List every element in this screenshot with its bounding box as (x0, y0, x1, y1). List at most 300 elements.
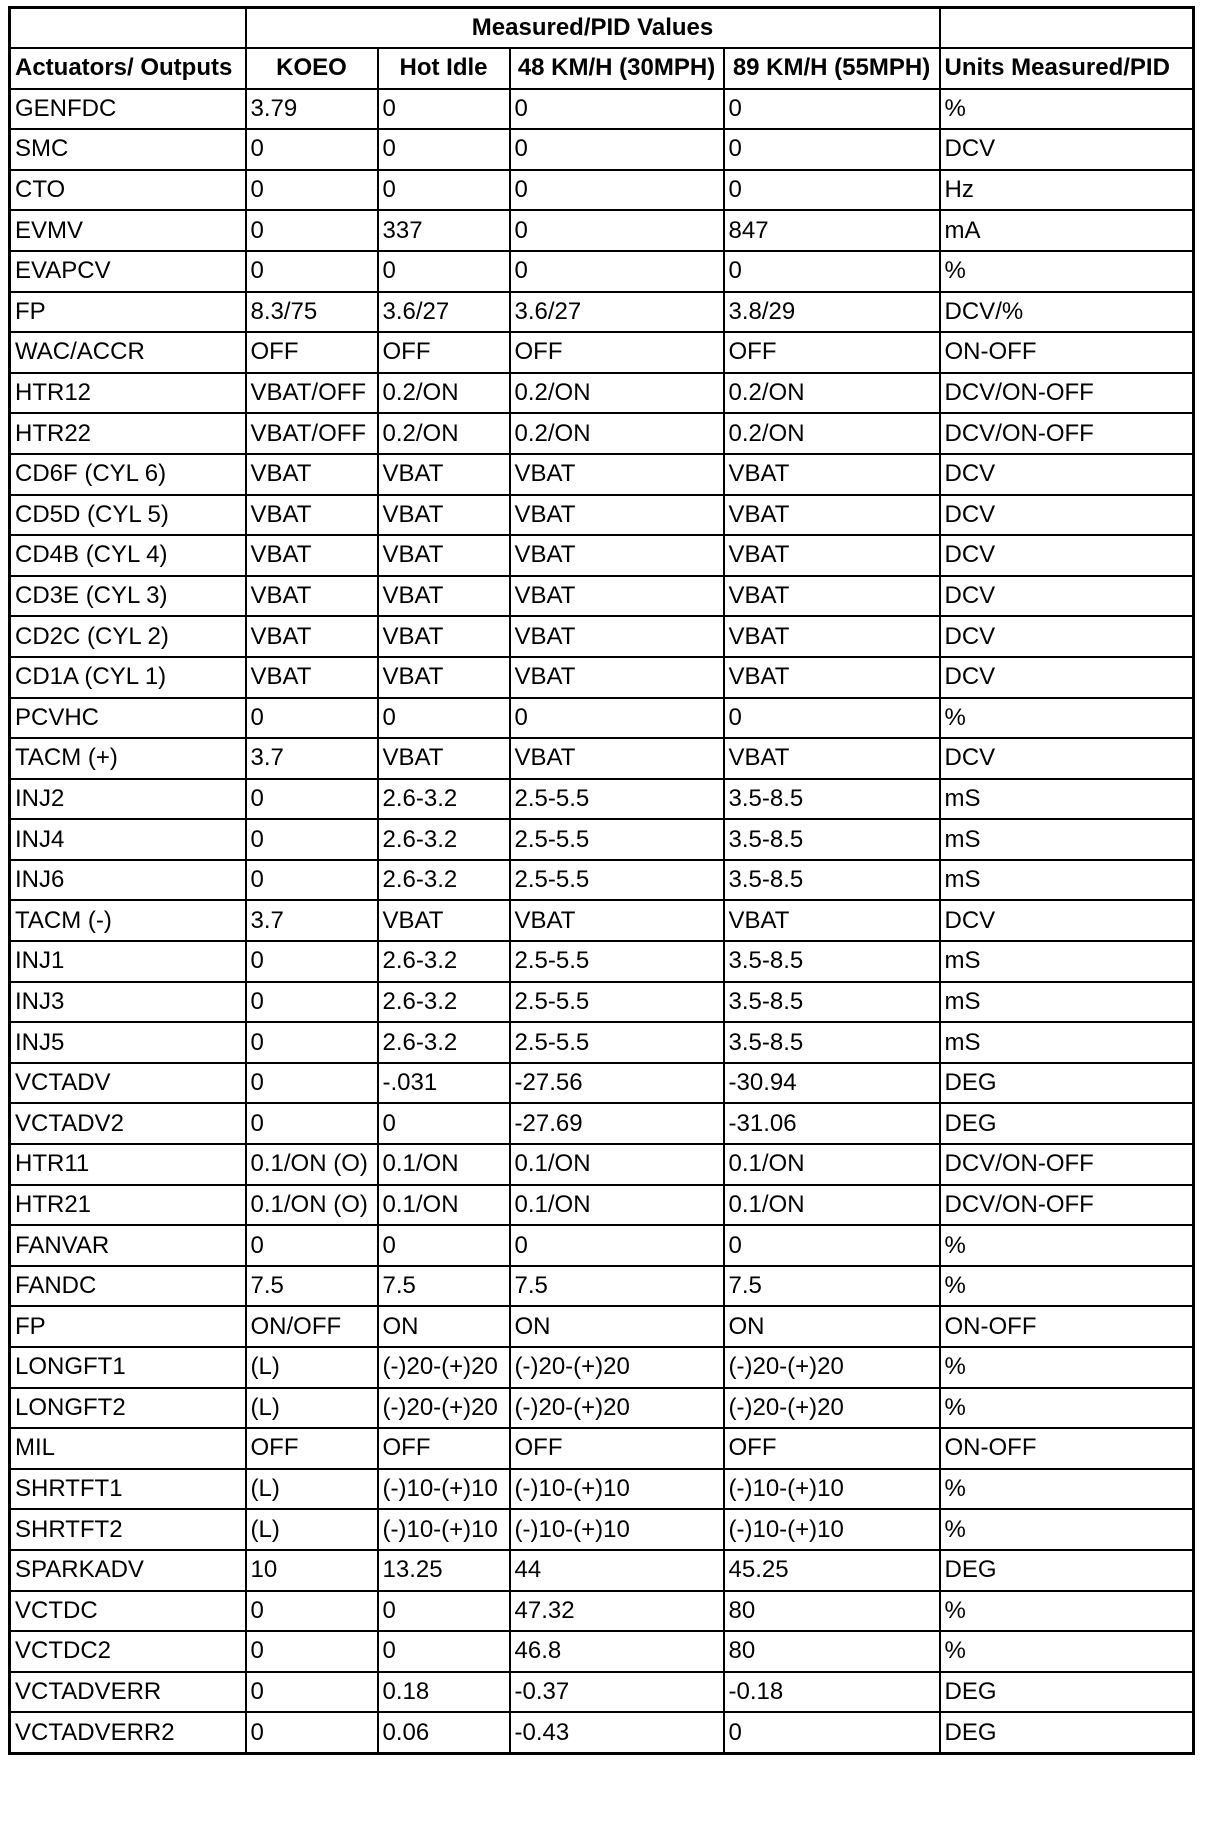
table-row (10, 982, 1194, 1023)
value-cell: 2.5-5.5 (510, 982, 724, 1023)
value-cell: 0 (378, 698, 510, 739)
pid-name-cell: EVMV (10, 210, 246, 251)
value-cell: 0.2/ON (378, 373, 510, 414)
value-cell: 0 (724, 1712, 940, 1753)
value-cell: 0 (510, 698, 724, 739)
table-row (10, 616, 1194, 657)
value-cell: 0 (378, 1103, 510, 1144)
value-cell: -0.37 (510, 1672, 724, 1713)
table-row (10, 292, 1194, 333)
pid-name-cell: VCTADV2 (10, 1103, 246, 1144)
value-cell: 80 (724, 1631, 940, 1672)
table-row (10, 1712, 1194, 1753)
value-cell: 0 (246, 1631, 378, 1672)
measured-pid-values-header: Measured/PID Values (246, 8, 940, 49)
value-cell: VBAT (378, 616, 510, 657)
unit-cell: % (940, 1347, 1194, 1388)
value-cell: 3.8/29 (724, 292, 940, 333)
table-row (10, 779, 1194, 820)
column-header: 89 KM/H (55MPH) (724, 48, 940, 89)
value-cell: VBAT (510, 738, 724, 779)
pid-values-table (8, 6, 1195, 1755)
value-cell: OFF (724, 332, 940, 373)
value-cell: (L) (246, 1469, 378, 1510)
unit-cell: DCV (940, 495, 1194, 536)
value-cell: 0 (246, 1063, 378, 1104)
value-cell: 45.25 (724, 1550, 940, 1591)
table-row (10, 495, 1194, 536)
pid-name-cell: INJ1 (10, 941, 246, 982)
value-cell: 80 (724, 1591, 940, 1632)
value-cell: OFF (510, 332, 724, 373)
value-cell: ON/OFF (246, 1306, 378, 1347)
pid-name-cell: TACM (-) (10, 900, 246, 941)
table-row (10, 129, 1194, 170)
column-header-row (10, 48, 1194, 89)
table-row (10, 1347, 1194, 1388)
value-cell: 3.5-8.5 (724, 1022, 940, 1063)
value-cell: VBAT/OFF (246, 373, 378, 414)
value-cell: 0 (378, 129, 510, 170)
table-row (10, 1631, 1194, 1672)
value-cell: 2.5-5.5 (510, 819, 724, 860)
value-cell: 2.6-3.2 (378, 779, 510, 820)
value-cell: 0 (246, 1022, 378, 1063)
value-cell: (-)20-(+)20 (724, 1388, 940, 1429)
value-cell: (L) (246, 1347, 378, 1388)
table-row (10, 1672, 1194, 1713)
value-cell: 0 (510, 129, 724, 170)
value-cell: VBAT (246, 454, 378, 495)
value-cell: 3.6/27 (378, 292, 510, 333)
unit-cell: % (940, 1469, 1194, 1510)
column-header: Actuators/ Outputs (10, 48, 246, 89)
value-cell: OFF (724, 1428, 940, 1469)
value-cell: 0.2/ON (724, 373, 940, 414)
column-header: Hot Idle (378, 48, 510, 89)
table-row (10, 1185, 1194, 1226)
value-cell: VBAT (246, 535, 378, 576)
value-cell: VBAT (378, 900, 510, 941)
table-row (10, 698, 1194, 739)
table-row (10, 738, 1194, 779)
pid-name-cell: FANVAR (10, 1225, 246, 1266)
table-row (10, 1469, 1194, 1510)
table-row (10, 576, 1194, 617)
value-cell: OFF (378, 1428, 510, 1469)
value-cell: 7.5 (378, 1266, 510, 1307)
table-row (10, 819, 1194, 860)
pid-name-cell: SPARKADV (10, 1550, 246, 1591)
value-cell: 2.6-3.2 (378, 941, 510, 982)
value-cell: (-)10-(+)10 (724, 1509, 940, 1550)
value-cell: 0 (724, 89, 940, 130)
value-cell: VBAT (378, 454, 510, 495)
unit-cell: % (940, 1266, 1194, 1307)
pid-name-cell: CD3E (CYL 3) (10, 576, 246, 617)
pid-name-cell: PCVHC (10, 698, 246, 739)
unit-cell: ON-OFF (940, 332, 1194, 373)
value-cell: (-)10-(+)10 (378, 1509, 510, 1550)
value-cell: ON (724, 1306, 940, 1347)
value-cell: 2.5-5.5 (510, 779, 724, 820)
value-cell: -0.18 (724, 1672, 940, 1713)
value-cell: 0.2/ON (510, 413, 724, 454)
value-cell: 0 (246, 779, 378, 820)
table-row (10, 1428, 1194, 1469)
value-cell: 0 (378, 1631, 510, 1672)
table-row (10, 1103, 1194, 1144)
table-row (10, 89, 1194, 130)
value-cell: 3.7 (246, 738, 378, 779)
unit-cell: ON-OFF (940, 1428, 1194, 1469)
value-cell: 3.6/27 (510, 292, 724, 333)
value-cell: 3.5-8.5 (724, 819, 940, 860)
value-cell: 0 (246, 698, 378, 739)
value-cell: OFF (378, 332, 510, 373)
value-cell: (-)20-(+)20 (378, 1388, 510, 1429)
value-cell: 0 (246, 129, 378, 170)
value-cell: 3.5-8.5 (724, 941, 940, 982)
column-header: Units Measured/PID (940, 48, 1194, 89)
unit-cell: DEG (940, 1063, 1194, 1104)
value-cell: 0 (378, 1591, 510, 1632)
unit-cell: Hz (940, 170, 1194, 211)
value-cell: 0 (510, 1225, 724, 1266)
value-cell: 0 (510, 251, 724, 292)
value-cell: 847 (724, 210, 940, 251)
value-cell: 3.7 (246, 900, 378, 941)
value-cell: VBAT (510, 657, 724, 698)
value-cell: 0.1/ON (724, 1185, 940, 1226)
pid-name-cell: SHRTFT2 (10, 1509, 246, 1550)
value-cell: 0 (246, 982, 378, 1023)
pid-name-cell: LONGFT2 (10, 1388, 246, 1429)
value-cell: 2.6-3.2 (378, 1022, 510, 1063)
value-cell: 0.1/ON (378, 1144, 510, 1185)
unit-cell: DEG (940, 1672, 1194, 1713)
value-cell: 0 (510, 89, 724, 130)
unit-cell: % (940, 89, 1194, 130)
unit-cell: DCV/ON-OFF (940, 373, 1194, 414)
table-row (10, 1063, 1194, 1104)
pid-name-cell: CD2C (CYL 2) (10, 616, 246, 657)
value-cell: 0.1/ON (O) (246, 1144, 378, 1185)
value-cell: VBAT (510, 900, 724, 941)
unit-cell: DCV (940, 900, 1194, 941)
value-cell: VBAT (378, 576, 510, 617)
value-cell: 0 (246, 819, 378, 860)
unit-cell: DCV (940, 454, 1194, 495)
value-cell: 0.1/ON (O) (246, 1185, 378, 1226)
table-row (10, 1509, 1194, 1550)
table-row (10, 1266, 1194, 1307)
unit-cell: mS (940, 941, 1194, 982)
pid-name-cell: INJ5 (10, 1022, 246, 1063)
value-cell: OFF (246, 1428, 378, 1469)
value-cell: VBAT (724, 576, 940, 617)
unit-cell: DCV (940, 738, 1194, 779)
value-cell: 0 (724, 129, 940, 170)
pid-name-cell: INJ2 (10, 779, 246, 820)
pid-name-cell: VCTDC2 (10, 1631, 246, 1672)
unit-cell: DCV (940, 616, 1194, 657)
value-cell: 2.5-5.5 (510, 941, 724, 982)
unit-cell: mS (940, 1022, 1194, 1063)
value-cell: VBAT (246, 576, 378, 617)
table-row (10, 1388, 1194, 1429)
value-cell: 0.2/ON (510, 373, 724, 414)
value-cell: 0 (724, 1225, 940, 1266)
table-row (10, 373, 1194, 414)
value-cell: VBAT (378, 495, 510, 536)
value-cell: 0 (724, 170, 940, 211)
value-cell: 7.5 (510, 1266, 724, 1307)
pid-name-cell: GENFDC (10, 89, 246, 130)
value-cell: VBAT (724, 616, 940, 657)
value-cell: 0.1/ON (510, 1185, 724, 1226)
value-cell: 46.8 (510, 1631, 724, 1672)
unit-cell: % (940, 1509, 1194, 1550)
unit-cell: mS (940, 819, 1194, 860)
pid-name-cell: CD4B (CYL 4) (10, 535, 246, 576)
value-cell: (-)10-(+)10 (378, 1469, 510, 1510)
value-cell: 0 (246, 1103, 378, 1144)
value-cell: 0 (246, 1591, 378, 1632)
pid-name-cell: CTO (10, 170, 246, 211)
table-row (10, 1591, 1194, 1632)
value-cell: VBAT (378, 657, 510, 698)
header-group-row (10, 8, 1194, 49)
value-cell: 3.5-8.5 (724, 982, 940, 1023)
value-cell: 0 (378, 170, 510, 211)
value-cell: 0 (246, 210, 378, 251)
column-header: 48 KM/H (30MPH) (510, 48, 724, 89)
value-cell: 7.5 (724, 1266, 940, 1307)
unit-cell: DEG (940, 1550, 1194, 1591)
table-row (10, 454, 1194, 495)
unit-cell: DCV/% (940, 292, 1194, 333)
value-cell: VBAT (378, 535, 510, 576)
pid-name-cell: FP (10, 292, 246, 333)
value-cell: VBAT (378, 738, 510, 779)
pid-name-cell: MIL (10, 1428, 246, 1469)
pid-values-sheet (8, 6, 1192, 1755)
unit-cell: ON-OFF (940, 1306, 1194, 1347)
pid-name-cell: HTR12 (10, 373, 246, 414)
value-cell: 0 (378, 1225, 510, 1266)
unit-cell: mS (940, 982, 1194, 1023)
pid-name-cell: HTR22 (10, 413, 246, 454)
unit-cell: mS (940, 860, 1194, 901)
table-row (10, 535, 1194, 576)
value-cell: (-)10-(+)10 (724, 1469, 940, 1510)
pid-name-cell: INJ4 (10, 819, 246, 860)
value-cell: 2.5-5.5 (510, 860, 724, 901)
value-cell: 0 (246, 860, 378, 901)
value-cell: 0.2/ON (724, 413, 940, 454)
value-cell: -30.94 (724, 1063, 940, 1104)
table-row (10, 210, 1194, 251)
pid-name-cell: VCTDC (10, 1591, 246, 1632)
value-cell: 0 (246, 1225, 378, 1266)
value-cell: 0 (246, 941, 378, 982)
value-cell: 337 (378, 210, 510, 251)
table-row (10, 170, 1194, 211)
unit-cell: % (940, 1225, 1194, 1266)
value-cell: 0 (246, 1672, 378, 1713)
value-cell: 0.1/ON (510, 1144, 724, 1185)
value-cell: 3.5-8.5 (724, 779, 940, 820)
table-row (10, 1225, 1194, 1266)
value-cell: 2.6-3.2 (378, 819, 510, 860)
table-row (10, 860, 1194, 901)
pid-name-cell: SHRTFT1 (10, 1469, 246, 1510)
value-cell: (-)20-(+)20 (510, 1388, 724, 1429)
value-cell: OFF (510, 1428, 724, 1469)
value-cell: 0 (510, 210, 724, 251)
value-cell: 2.5-5.5 (510, 1022, 724, 1063)
value-cell: 13.25 (378, 1550, 510, 1591)
value-cell: VBAT (510, 576, 724, 617)
value-cell: VBAT (510, 616, 724, 657)
unit-cell: mA (940, 210, 1194, 251)
unit-cell: DCV (940, 535, 1194, 576)
column-header: KOEO (246, 48, 378, 89)
value-cell: (-)10-(+)10 (510, 1469, 724, 1510)
value-cell: (-)20-(+)20 (378, 1347, 510, 1388)
table-row (10, 251, 1194, 292)
unit-cell: mS (940, 779, 1194, 820)
pid-name-cell: HTR11 (10, 1144, 246, 1185)
value-cell: 0 (246, 251, 378, 292)
pid-name-cell: FP (10, 1306, 246, 1347)
value-cell: 0 (724, 698, 940, 739)
value-cell: -31.06 (724, 1103, 940, 1144)
table-row (10, 1306, 1194, 1347)
value-cell: 2.6-3.2 (378, 982, 510, 1023)
value-cell: 0 (246, 1712, 378, 1753)
value-cell: (L) (246, 1388, 378, 1429)
unit-cell: DCV (940, 129, 1194, 170)
value-cell: VBAT (246, 657, 378, 698)
table-row (10, 332, 1194, 373)
value-cell: (-)20-(+)20 (724, 1347, 940, 1388)
value-cell: VBAT (510, 535, 724, 576)
value-cell: VBAT (724, 495, 940, 536)
value-cell: 0.06 (378, 1712, 510, 1753)
unit-cell: DCV/ON-OFF (940, 413, 1194, 454)
value-cell: 0 (724, 251, 940, 292)
value-cell: 0.18 (378, 1672, 510, 1713)
value-cell: VBAT (246, 495, 378, 536)
value-cell: 0.1/ON (724, 1144, 940, 1185)
value-cell: 0 (378, 89, 510, 130)
pid-name-cell: FANDC (10, 1266, 246, 1307)
value-cell: VBAT (510, 454, 724, 495)
pid-name-cell: CD1A (CYL 1) (10, 657, 246, 698)
value-cell: 0 (378, 251, 510, 292)
value-cell: 0 (510, 170, 724, 211)
table-row (10, 941, 1194, 982)
header-blank-right (940, 8, 1194, 49)
value-cell: VBAT/OFF (246, 413, 378, 454)
table-body (10, 89, 1194, 1754)
value-cell: -0.43 (510, 1712, 724, 1753)
unit-cell: DCV/ON-OFF (940, 1185, 1194, 1226)
value-cell: -27.69 (510, 1103, 724, 1144)
pid-name-cell: EVAPCV (10, 251, 246, 292)
unit-cell: DCV (940, 657, 1194, 698)
table-header (10, 8, 1194, 89)
value-cell: 0.1/ON (378, 1185, 510, 1226)
pid-name-cell: VCTADV (10, 1063, 246, 1104)
table-row (10, 1550, 1194, 1591)
pid-name-cell: CD5D (CYL 5) (10, 495, 246, 536)
pid-name-cell: TACM (+) (10, 738, 246, 779)
table-row (10, 900, 1194, 941)
value-cell: 8.3/75 (246, 292, 378, 333)
value-cell: (L) (246, 1509, 378, 1550)
value-cell: 3.5-8.5 (724, 860, 940, 901)
value-cell: VBAT (246, 616, 378, 657)
table-row (10, 413, 1194, 454)
table-row (10, 1022, 1194, 1063)
value-cell: 10 (246, 1550, 378, 1591)
pid-name-cell: INJ6 (10, 860, 246, 901)
pid-name-cell: VCTADVERR2 (10, 1712, 246, 1753)
pid-name-cell: VCTADVERR (10, 1672, 246, 1713)
unit-cell: DEG (940, 1712, 1194, 1753)
value-cell: (-)10-(+)10 (510, 1509, 724, 1550)
table-row (10, 1144, 1194, 1185)
pid-name-cell: SMC (10, 129, 246, 170)
value-cell: 3.79 (246, 89, 378, 130)
unit-cell: DEG (940, 1103, 1194, 1144)
value-cell: VBAT (724, 738, 940, 779)
pid-name-cell: LONGFT1 (10, 1347, 246, 1388)
value-cell: VBAT (724, 657, 940, 698)
value-cell: OFF (246, 332, 378, 373)
value-cell: -27.56 (510, 1063, 724, 1104)
table-row (10, 657, 1194, 698)
unit-cell: % (940, 1631, 1194, 1672)
value-cell: 0 (246, 170, 378, 211)
unit-cell: % (940, 1591, 1194, 1632)
unit-cell: % (940, 251, 1194, 292)
pid-name-cell: WAC/ACCR (10, 332, 246, 373)
value-cell: 0.2/ON (378, 413, 510, 454)
value-cell: VBAT (510, 495, 724, 536)
value-cell: 44 (510, 1550, 724, 1591)
value-cell: ON (378, 1306, 510, 1347)
value-cell: VBAT (724, 900, 940, 941)
value-cell: 47.32 (510, 1591, 724, 1632)
pid-name-cell: HTR21 (10, 1185, 246, 1226)
unit-cell: % (940, 698, 1194, 739)
value-cell: -.031 (378, 1063, 510, 1104)
unit-cell: DCV (940, 576, 1194, 617)
value-cell: 7.5 (246, 1266, 378, 1307)
value-cell: VBAT (724, 535, 940, 576)
value-cell: (-)20-(+)20 (510, 1347, 724, 1388)
pid-name-cell: CD6F (CYL 6) (10, 454, 246, 495)
value-cell: VBAT (724, 454, 940, 495)
value-cell: ON (510, 1306, 724, 1347)
header-blank-left (10, 8, 246, 49)
value-cell: 2.6-3.2 (378, 860, 510, 901)
pid-name-cell: INJ3 (10, 982, 246, 1023)
